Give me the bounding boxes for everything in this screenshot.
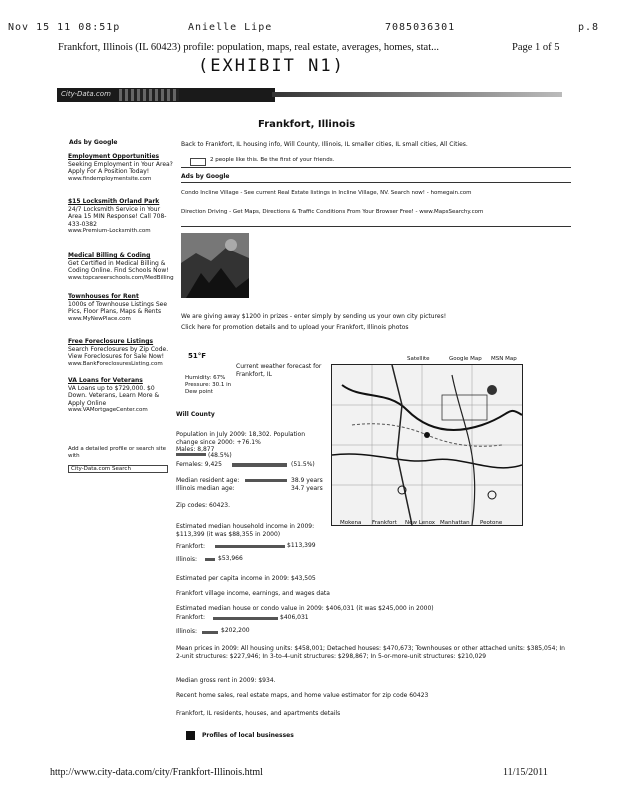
business-icon (186, 731, 195, 740)
exhibit-label: (EXHIBIT N1) (198, 56, 345, 76)
ad-url[interactable]: www.topcareerschools.com/MedBilling (68, 274, 174, 281)
income-text: Estimated median household income in 2009: $113,399 (it was $88,355 in 2000) (176, 523, 315, 538)
map-tab-msn[interactable]: MSN Map (491, 356, 517, 362)
map-tab-google[interactable]: Google Map (449, 356, 482, 362)
photo-upload-link[interactable]: Click here for promotion details and to upload your Frankfort, Illinois photos (181, 324, 409, 331)
median-age-label: Median resident age: (176, 477, 240, 484)
page-title: Frankfort, Illinois (258, 119, 356, 130)
map-tab-satellite[interactable]: Satellite (407, 356, 430, 362)
income-il-bar (205, 558, 215, 561)
median-rent-text: Median gross rent in 2009: $934. (176, 677, 276, 684)
ad-title[interactable]: VA Loans for Veterans (68, 377, 143, 384)
house-frankfort-label: Frankfort: (176, 614, 206, 621)
map-label-1: Mokena (340, 520, 362, 526)
city-map[interactable] (331, 364, 523, 526)
income-frankfort-label: Frankfort: (176, 543, 206, 550)
ad-block-3[interactable] (68, 252, 173, 282)
house-frankfort-value: $406,031 (280, 614, 309, 621)
city-map-graphic (332, 365, 522, 525)
logo-graphic (119, 89, 179, 101)
fax-sender: Anielle Lipe (188, 22, 273, 33)
ad-block-1[interactable] (68, 153, 173, 183)
house-frankfort-bar (213, 617, 278, 620)
side-note: Add a detailed profile or search site with (68, 446, 167, 459)
weather-line-2: Pressure: 30.1 in (185, 382, 232, 388)
map-label-4: Manhattan (440, 520, 470, 526)
income-il-label: Illinois: (176, 556, 198, 563)
mean-prices-text: Mean prices in 2009: All housing units: $458,001; Detached houses: $470,673; Townhouses or other attached units: $385,054; In 2-unit structures: $227,946; In 3-to-4-unit structures: $298,867; In 5-or-more-unit structures: $210,029 (176, 645, 565, 660)
ad-url[interactable]: www.BankForeclosuresListing.com (68, 360, 163, 367)
like-button[interactable] (190, 158, 206, 166)
ad-title[interactable]: Townhouses for Rent (68, 293, 139, 300)
profiles-link[interactable]: Profiles of local businesses (202, 732, 294, 739)
ad-title[interactable]: Medical Billing & Coding (68, 252, 151, 259)
ad-url[interactable]: www.VAMortgageCenter.com (68, 407, 148, 413)
ad-body: Search Foreclosures by Zip Code. View Foreclosures for Sale Now! (68, 345, 169, 360)
recommend-text: 2 people like this. Be the first of your friends. (210, 157, 335, 163)
fax-page: p.8 (578, 22, 600, 33)
per-capita-text: Estimated per capita income in 2009: $43,505 (176, 575, 316, 582)
median-age-il-value: 34.7 years (291, 485, 323, 492)
divider (181, 226, 571, 227)
ad-title[interactable]: $15 Locksmith Orland Park (68, 198, 160, 205)
house-il-bar (202, 631, 218, 634)
ad-body: 1000s of Townhouse Listings See Pics, Floor Plans, Maps & Rents (68, 300, 168, 315)
ad-url[interactable]: www.Premium-Locksmith.com (68, 228, 151, 234)
fax-phone: 7085036301 (385, 22, 456, 33)
ad-block-4[interactable] (68, 293, 173, 323)
weather-line-1: Humidity: 67% (185, 375, 226, 381)
ad-top-1[interactable]: Condo Incline Village - See current Real Estate listings in Incline Village, NV. Search now! - homegain.com (181, 190, 472, 196)
city-photo-graphic (181, 233, 249, 298)
site-logo: City-Data.com (61, 90, 111, 98)
recent-sales-link[interactable]: Recent home sales, real estate maps, and home value estimator for zip code 60423 (176, 692, 429, 699)
ad-title[interactable]: Free Foreclosure Listings (68, 338, 154, 345)
ad-url[interactable]: www.MyNewPlace.com (68, 315, 131, 322)
print-footer-date: 11/15/2011 (503, 767, 548, 778)
ad-top-2[interactable]: Direction Driving - Get Maps, Directions & Traffic Conditions From Your Browser Free! - www.MapsSearchy.com (181, 209, 484, 215)
house-il-label: Illinois: (176, 628, 198, 635)
ad-block-2[interactable] (68, 198, 173, 235)
income-il-value: $53,966 (218, 555, 243, 562)
nav-links[interactable]: Back to Frankfort, IL housing info, Will County, Illinois, IL smaller cities, IL small cities, All Cities. (181, 141, 468, 148)
median-age-value: 38.9 years (291, 477, 323, 484)
median-age-il-label: Illinois median age: (176, 485, 235, 492)
ad-block-6[interactable] (68, 377, 173, 414)
zip-codes[interactable]: Zip codes: 60423. (176, 502, 231, 509)
females-pct: (51.5%) (291, 461, 315, 468)
print-page-count: Page 1 of 5 (512, 42, 560, 53)
map-label-3: New Lenox (405, 520, 436, 526)
males-pct: (48.5%) (208, 452, 232, 459)
females-bar (232, 463, 287, 467)
ad-body: Get Certified in Medical Billing & Coding Online. Find Schools Now! (68, 259, 169, 274)
ad-body: VA Loans up to $729,000. $0 Down. Veterans, Learn More & Apply Online (68, 384, 160, 407)
side-search-box[interactable] (68, 465, 168, 473)
house-il-value: $202,200 (221, 627, 250, 634)
print-footer-url: http://www.city-data.com/city/Frankfort-Illinois.html (50, 767, 263, 778)
photo-contest: We are giving away $1200 in prizes - enter simply by sending us your own city pictures! (181, 313, 447, 320)
median-age-bar (245, 479, 287, 482)
ad-body: 24/7 Locksmith Service in Your Area 15 MIN Response! Call 708-433-0382 (68, 205, 167, 228)
males-bar (176, 453, 206, 456)
females-text: Females: 9,425 (176, 461, 222, 468)
ad-body: Seeking Employment in Your Area? Apply For A Position Today! (68, 160, 173, 175)
ad-title[interactable]: Employment Opportunities (68, 153, 160, 160)
city-photo[interactable] (181, 233, 249, 298)
site-logo-bar[interactable] (57, 88, 275, 102)
ad-url[interactable]: www.findemploymentsite.com (68, 175, 152, 182)
divider (181, 182, 571, 183)
county-link[interactable]: Will County (176, 411, 215, 418)
residents-link[interactable]: Frankfort, IL residents, houses, and apartments details (176, 710, 341, 717)
ads-label: Ads by Google (69, 139, 118, 146)
males-text: Males: 8,877 (176, 446, 215, 453)
weather-temp: 51°F (188, 352, 207, 360)
house-value-text: Estimated median house or condo value in 2009: $406,031 (it was $245,000 in 2000) (176, 605, 434, 612)
side-search-label: City-Data.com Search (71, 466, 131, 472)
map-label-5: Peotone (480, 520, 503, 526)
print-title: Frankfort, Illinois (IL 60423) profile: population, maps, real estate, averages, homes, stat... (58, 42, 440, 53)
logo-bar-gradient (272, 92, 562, 97)
map-label-2: Frankfort (372, 520, 397, 526)
population-text: Population in July 2009: 18,302. Population change since 2000: +76.1% (176, 431, 306, 446)
weather-line-3: Dew point (185, 389, 213, 395)
income-frankfort-bar (215, 545, 285, 548)
wages-link[interactable]: Frankfort village income, earnings, and wages data (176, 590, 330, 597)
fax-date: Nov 15 11 08:51p (8, 22, 121, 33)
ad-block-5[interactable] (68, 338, 173, 368)
ads-label-2: Ads by Google (181, 173, 230, 180)
divider (181, 167, 571, 168)
income-frankfort-value: $113,399 (287, 542, 316, 549)
weather-text[interactable]: Current weather forecast for Frankfort, IL (236, 363, 322, 378)
